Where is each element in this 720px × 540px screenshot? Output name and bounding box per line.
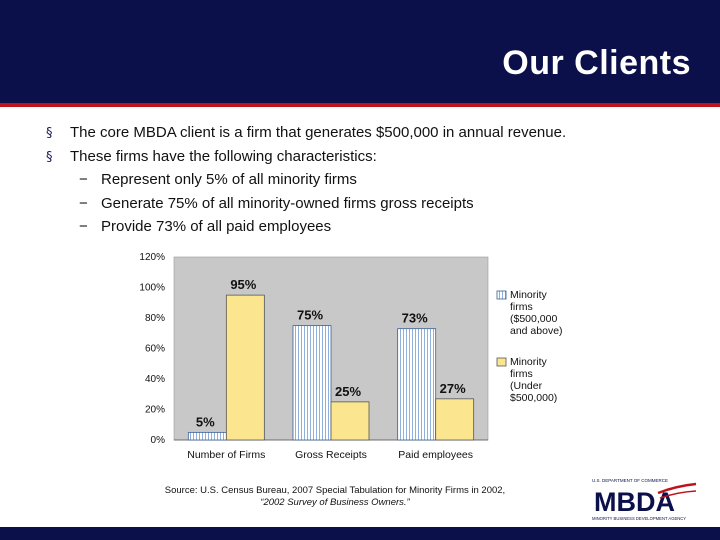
bar (226, 295, 264, 440)
bullet-icon: § (46, 150, 53, 165)
logo-name: MBDA (594, 487, 675, 517)
title-bar-rule (0, 103, 720, 107)
chart-source-line: Source: U.S. Census Bureau, 2007 Special Tabulation for Minority Firms in 2002, (164, 485, 506, 496)
y-tick-label: 60% (144, 343, 165, 355)
bar (293, 326, 331, 440)
y-tick-label: 80% (144, 313, 165, 324)
legend-swatch (497, 291, 506, 299)
bullet-icon: § (46, 126, 53, 141)
legend-label: Minority (510, 289, 547, 301)
bar (188, 432, 226, 440)
bar (398, 329, 436, 440)
y-tick-label: 20% (144, 404, 165, 416)
bar-chart (100, 240, 590, 465)
dash-marker: − (79, 171, 88, 188)
sub-bullet-text: Provide 73% of all paid employees (101, 218, 332, 235)
bullet-text: The core MBDA client is a firm that generates $500,000 in annual revenue. (70, 124, 567, 141)
data-label: 27% (439, 380, 466, 396)
sub-bullet-text: Represent only 5% of all minority firms (101, 171, 357, 188)
x-tick-label: Number of Firms (187, 449, 266, 461)
y-tick-label: 0% (150, 435, 165, 446)
y-tick-label: 120% (139, 252, 165, 263)
y-tick-label: 40% (144, 374, 165, 385)
dash-marker: − (79, 218, 88, 235)
legend-label: ($500,000 (510, 313, 558, 325)
data-label: 5% (195, 414, 215, 430)
dash-marker: − (79, 195, 88, 212)
slide-title: Our Clients (502, 44, 691, 82)
legend-label: and above) (510, 325, 563, 337)
legend-swatch (497, 358, 506, 366)
legend-label: firms (510, 368, 533, 380)
logo-top-text: U.S. DEPARTMENT OF COMMERCE (592, 478, 669, 483)
chart-source-line: “2002 Survey of Business Owners.” (260, 497, 410, 508)
bullet-text: These firms have the following characteristics: (70, 148, 377, 165)
x-tick-label: Gross Receipts (295, 449, 367, 461)
legend-label: (Under (510, 380, 543, 392)
y-tick-label: 100% (139, 282, 165, 294)
bar (331, 402, 369, 440)
legend-label: $500,000) (510, 392, 558, 404)
data-label: 73% (401, 310, 428, 326)
bar (436, 399, 474, 440)
x-tick-label: Paid employees (398, 449, 474, 461)
footer-bar (0, 527, 720, 540)
legend-label: firms (510, 301, 533, 313)
data-label: 95% (230, 277, 257, 293)
logo-bottom-text: MINORITY BUSINESS DEVELOPMENT AGENCY (592, 516, 687, 521)
sub-bullet-text: Generate 75% of all minority-owned firms gross receipts (101, 195, 474, 212)
legend-label: Minority (510, 356, 547, 368)
mbda-logo (588, 474, 700, 524)
data-label: 25% (334, 383, 362, 399)
data-label: 75% (296, 307, 324, 323)
